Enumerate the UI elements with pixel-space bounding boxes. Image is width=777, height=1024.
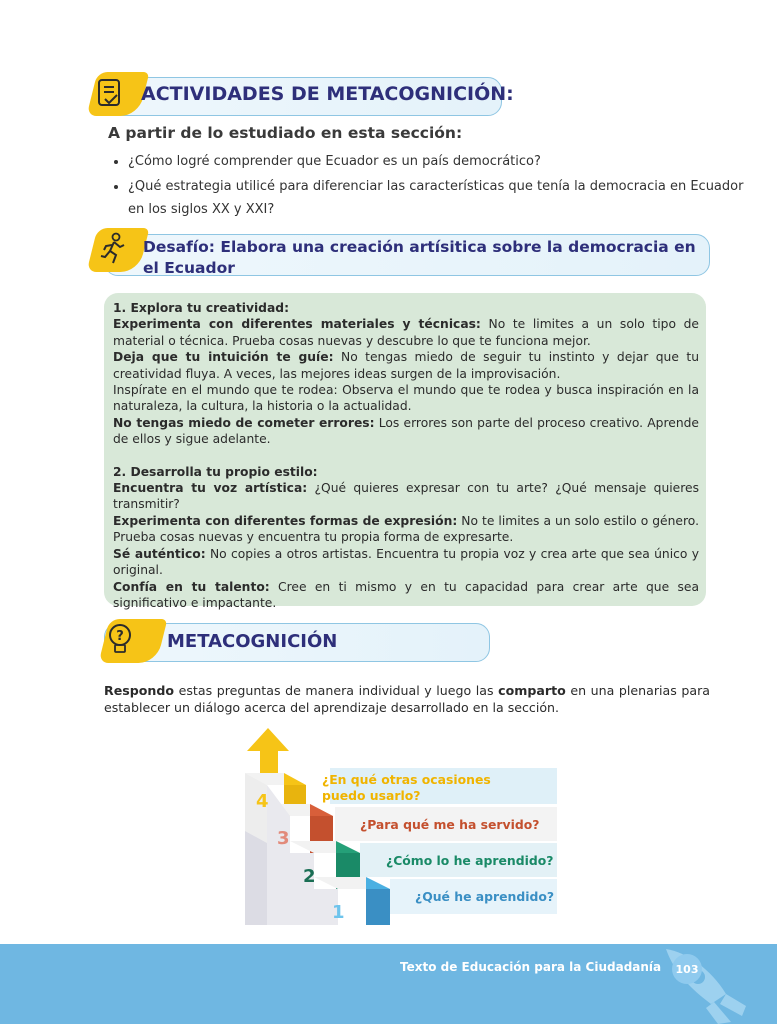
tip-text: No copies a otros artistas. Encuentra tu propia voz y crea arte que sea único y original.	[113, 546, 699, 578]
metacog-intro	[104, 682, 710, 716]
svg-text:?: ?	[116, 629, 124, 644]
step-number-1: 1	[332, 902, 345, 923]
tip-bold: Experimenta con diferentes formas de expresión:	[113, 513, 458, 528]
tip-text: Los errores son parte del proceso creativo. Aprende de ellos y sigue adelante.	[113, 415, 700, 447]
page-number: 103	[672, 954, 702, 984]
stair-label-2: ¿Cómo lo he aprendido?	[386, 853, 554, 868]
tip-text: No te limites a un solo tipo de material o técnica. Prueba cosas nuevas y descubre lo que te funciona mejor.	[113, 317, 699, 348]
tip-bold: No tengas miedo de cometer errores:	[113, 415, 375, 430]
section-subtitle: A partir de lo estudiado en esta sección:	[108, 124, 463, 142]
tip-bold: Encuentra tu voz artística:	[113, 481, 308, 496]
tip-bold: Deja que tu intuición te guíe:	[113, 350, 334, 365]
list-item: • ¿Qué estrategia utilicé para diferenciar las características que tenía la democracia en Ecuador en los siglos XX y XXI?	[128, 175, 748, 221]
rocket-icon	[656, 944, 756, 1024]
stair-label-3: ¿Para qué me ha servido?	[360, 817, 540, 832]
list-item: • ¿Cómo logré comprender que Ecuador es un país democrático?	[128, 150, 748, 173]
tip-text: Cree en ti mismo y en tu capacidad para crear arte que sea significativo e impactante.	[113, 579, 700, 610]
step-number-2: 2	[303, 866, 316, 887]
metacog-title: METACOGNICIÓN	[167, 631, 338, 652]
lightbulb-question-icon	[105, 621, 135, 657]
metacog-activities-title: ACTIVIDADES DE METACOGNICIÓN:	[141, 83, 514, 105]
question-list	[106, 150, 748, 223]
intro-bold: comparto	[498, 683, 566, 698]
section-heading: 1. Explora tu creatividad:	[113, 301, 289, 315]
tip-text: No te limites a un solo estilo o género. Prueba cosas nuevas y encuentra tu propia forma de expresarte.	[113, 513, 699, 545]
tip-bold: Experimenta con diferentes materiales y técnicas:	[113, 317, 481, 332]
stair-label-4: ¿En qué otras ocasiones puedo usarlo?	[322, 772, 491, 803]
section-heading: 2. Desarrolla tu propio estilo:	[113, 464, 318, 479]
step-number-4: 4	[256, 791, 269, 812]
tip-bold: Confía en tu talento:	[113, 579, 270, 594]
tip-bold: Sé auténtico:	[113, 546, 206, 561]
intro-text: en una plenarias para establecer un diálogo acerca del aprendizaje desarrollado en la sección.	[104, 683, 710, 715]
tip-text: ¿Qué quieres expresar con tu arte? ¿Qué mensaje quieres transmitir?	[113, 481, 699, 512]
running-person-icon	[98, 232, 128, 266]
intro-text: estas preguntas de manera individual y luego las	[174, 683, 499, 698]
challenge-title: Desafío: Elabora una creación artísitica sobre la democracia en el Ecuador	[143, 238, 696, 277]
checklist-icon	[95, 77, 125, 109]
tip-text: No tengas miedo de seguir tu instinto y dejar que tu creatividad fluya. A veces, las mejores ideas surgen de la improvisación.	[113, 350, 699, 381]
step-number-3: 3	[277, 828, 290, 849]
up-arrow-icon	[247, 728, 289, 773]
instructions-text	[113, 300, 699, 611]
stair-label-1: ¿Qué he aprendido?	[415, 889, 555, 904]
intro-bold: Respondo	[104, 683, 175, 698]
tip-text: Inspírate en el mundo que te rodea: Observa el mundo que te rodea y busca inspiración en la naturaleza, la cultura, la historia o la actualidad.	[113, 383, 699, 414]
footer-book-title: Texto de Educación para la Ciudadanía	[400, 960, 662, 974]
